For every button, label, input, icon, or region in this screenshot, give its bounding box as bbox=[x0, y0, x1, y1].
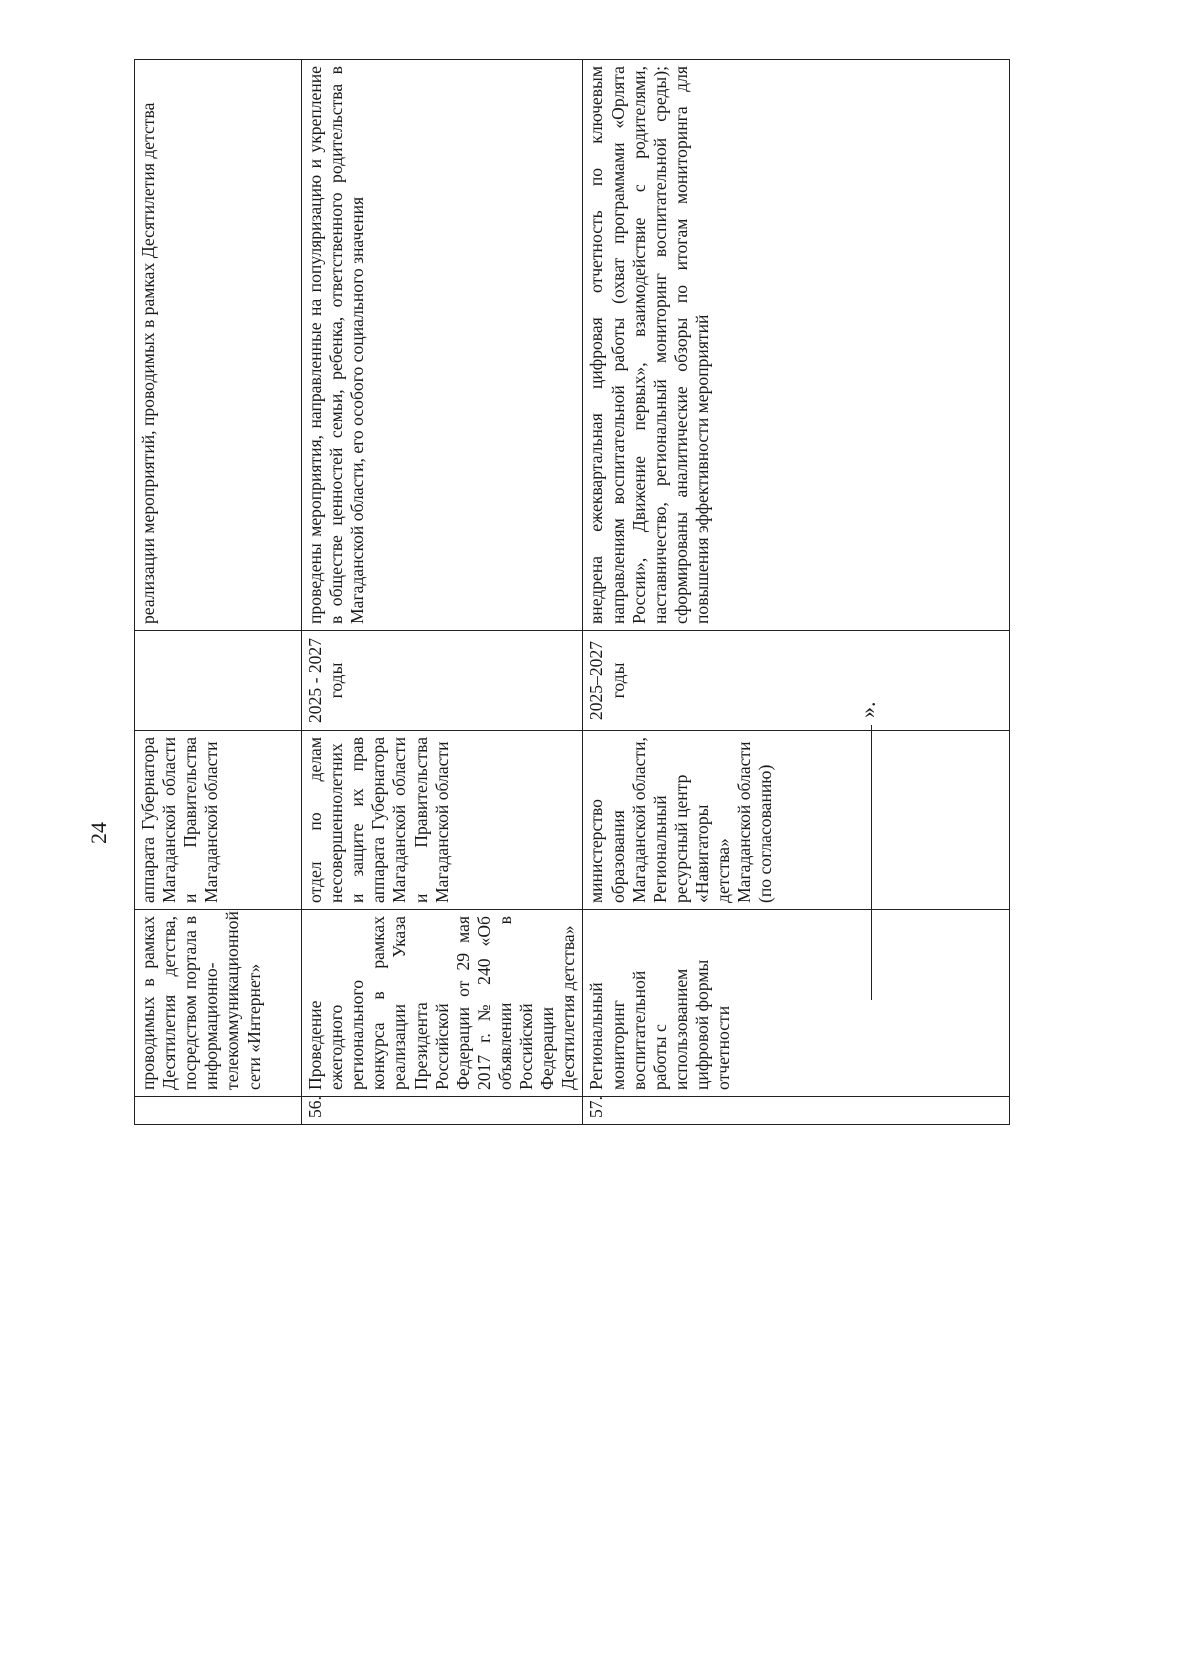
term-cell: 2025–2027 годы bbox=[583, 631, 1010, 731]
result-cell: внедрена ежеквартальная цифровая отчетность по ключевым направлениям воспитательной работы (охват программами «Орлята России», Движение первых», взаимодействие с родителями, наставничество, региональный мониторинг воспитательной среды); сформированы аналитические обзоры по итогам мониторинга для повышения эффективности мероприятий bbox=[583, 60, 1010, 631]
result-cell: проведены мероприятия, направленные на популяризацию и укрепление в обществе ценностей семьи, ребенка, ответственного родительства в Магаданской области, его особого социального значения bbox=[302, 60, 583, 631]
row-number-cell: 57. bbox=[583, 1097, 1010, 1125]
closing-mark bbox=[855, 680, 885, 1000]
closing-line bbox=[871, 725, 872, 1000]
closing-quote: ». bbox=[855, 701, 880, 718]
term-cell bbox=[135, 631, 302, 731]
page-number: 24 bbox=[86, 822, 111, 844]
rotated-table-container bbox=[134, 60, 1134, 1125]
result-cell: реализации мероприятий, проводимых в рамках Десятилетия детства bbox=[135, 60, 302, 631]
table-row bbox=[302, 60, 583, 1125]
table-row bbox=[583, 60, 1010, 1125]
executor-cell: отдел по делам несовершеннолетних и защите их прав аппарата Губернатора Магаданской области и Правительства Магаданской области bbox=[302, 731, 583, 910]
measure-cell: Проведение ежегодного регионального конкурса в рамках реализации Указа Президента Российской Федерации от 29 мая 2017 г. № 240 «Об объявлении в Российской Федерации Десятилетия детства» bbox=[302, 910, 583, 1097]
measure-cell: Региональный мониторинг воспитательной работы с использованием цифровой формы отчетности bbox=[583, 910, 1010, 1097]
term-cell: 2025 - 2027 годы bbox=[302, 631, 583, 731]
measure-cell: проводимых в рамках Десятилетия детства, посредством портала в информационно-телекоммуникационной сети «Интернет» bbox=[135, 910, 302, 1097]
executor-cell: министерство образования Магаданской области, Региональный ресурсный центр «Навигаторы детства» Магаданской области (по согласованию) bbox=[583, 731, 1010, 910]
table-row bbox=[135, 60, 302, 1125]
row-number-cell bbox=[135, 1097, 302, 1125]
executor-cell: аппарата Губернатора Магаданской области и Правительства Магаданской области bbox=[135, 731, 302, 910]
row-number-cell: 56. bbox=[302, 1097, 583, 1125]
